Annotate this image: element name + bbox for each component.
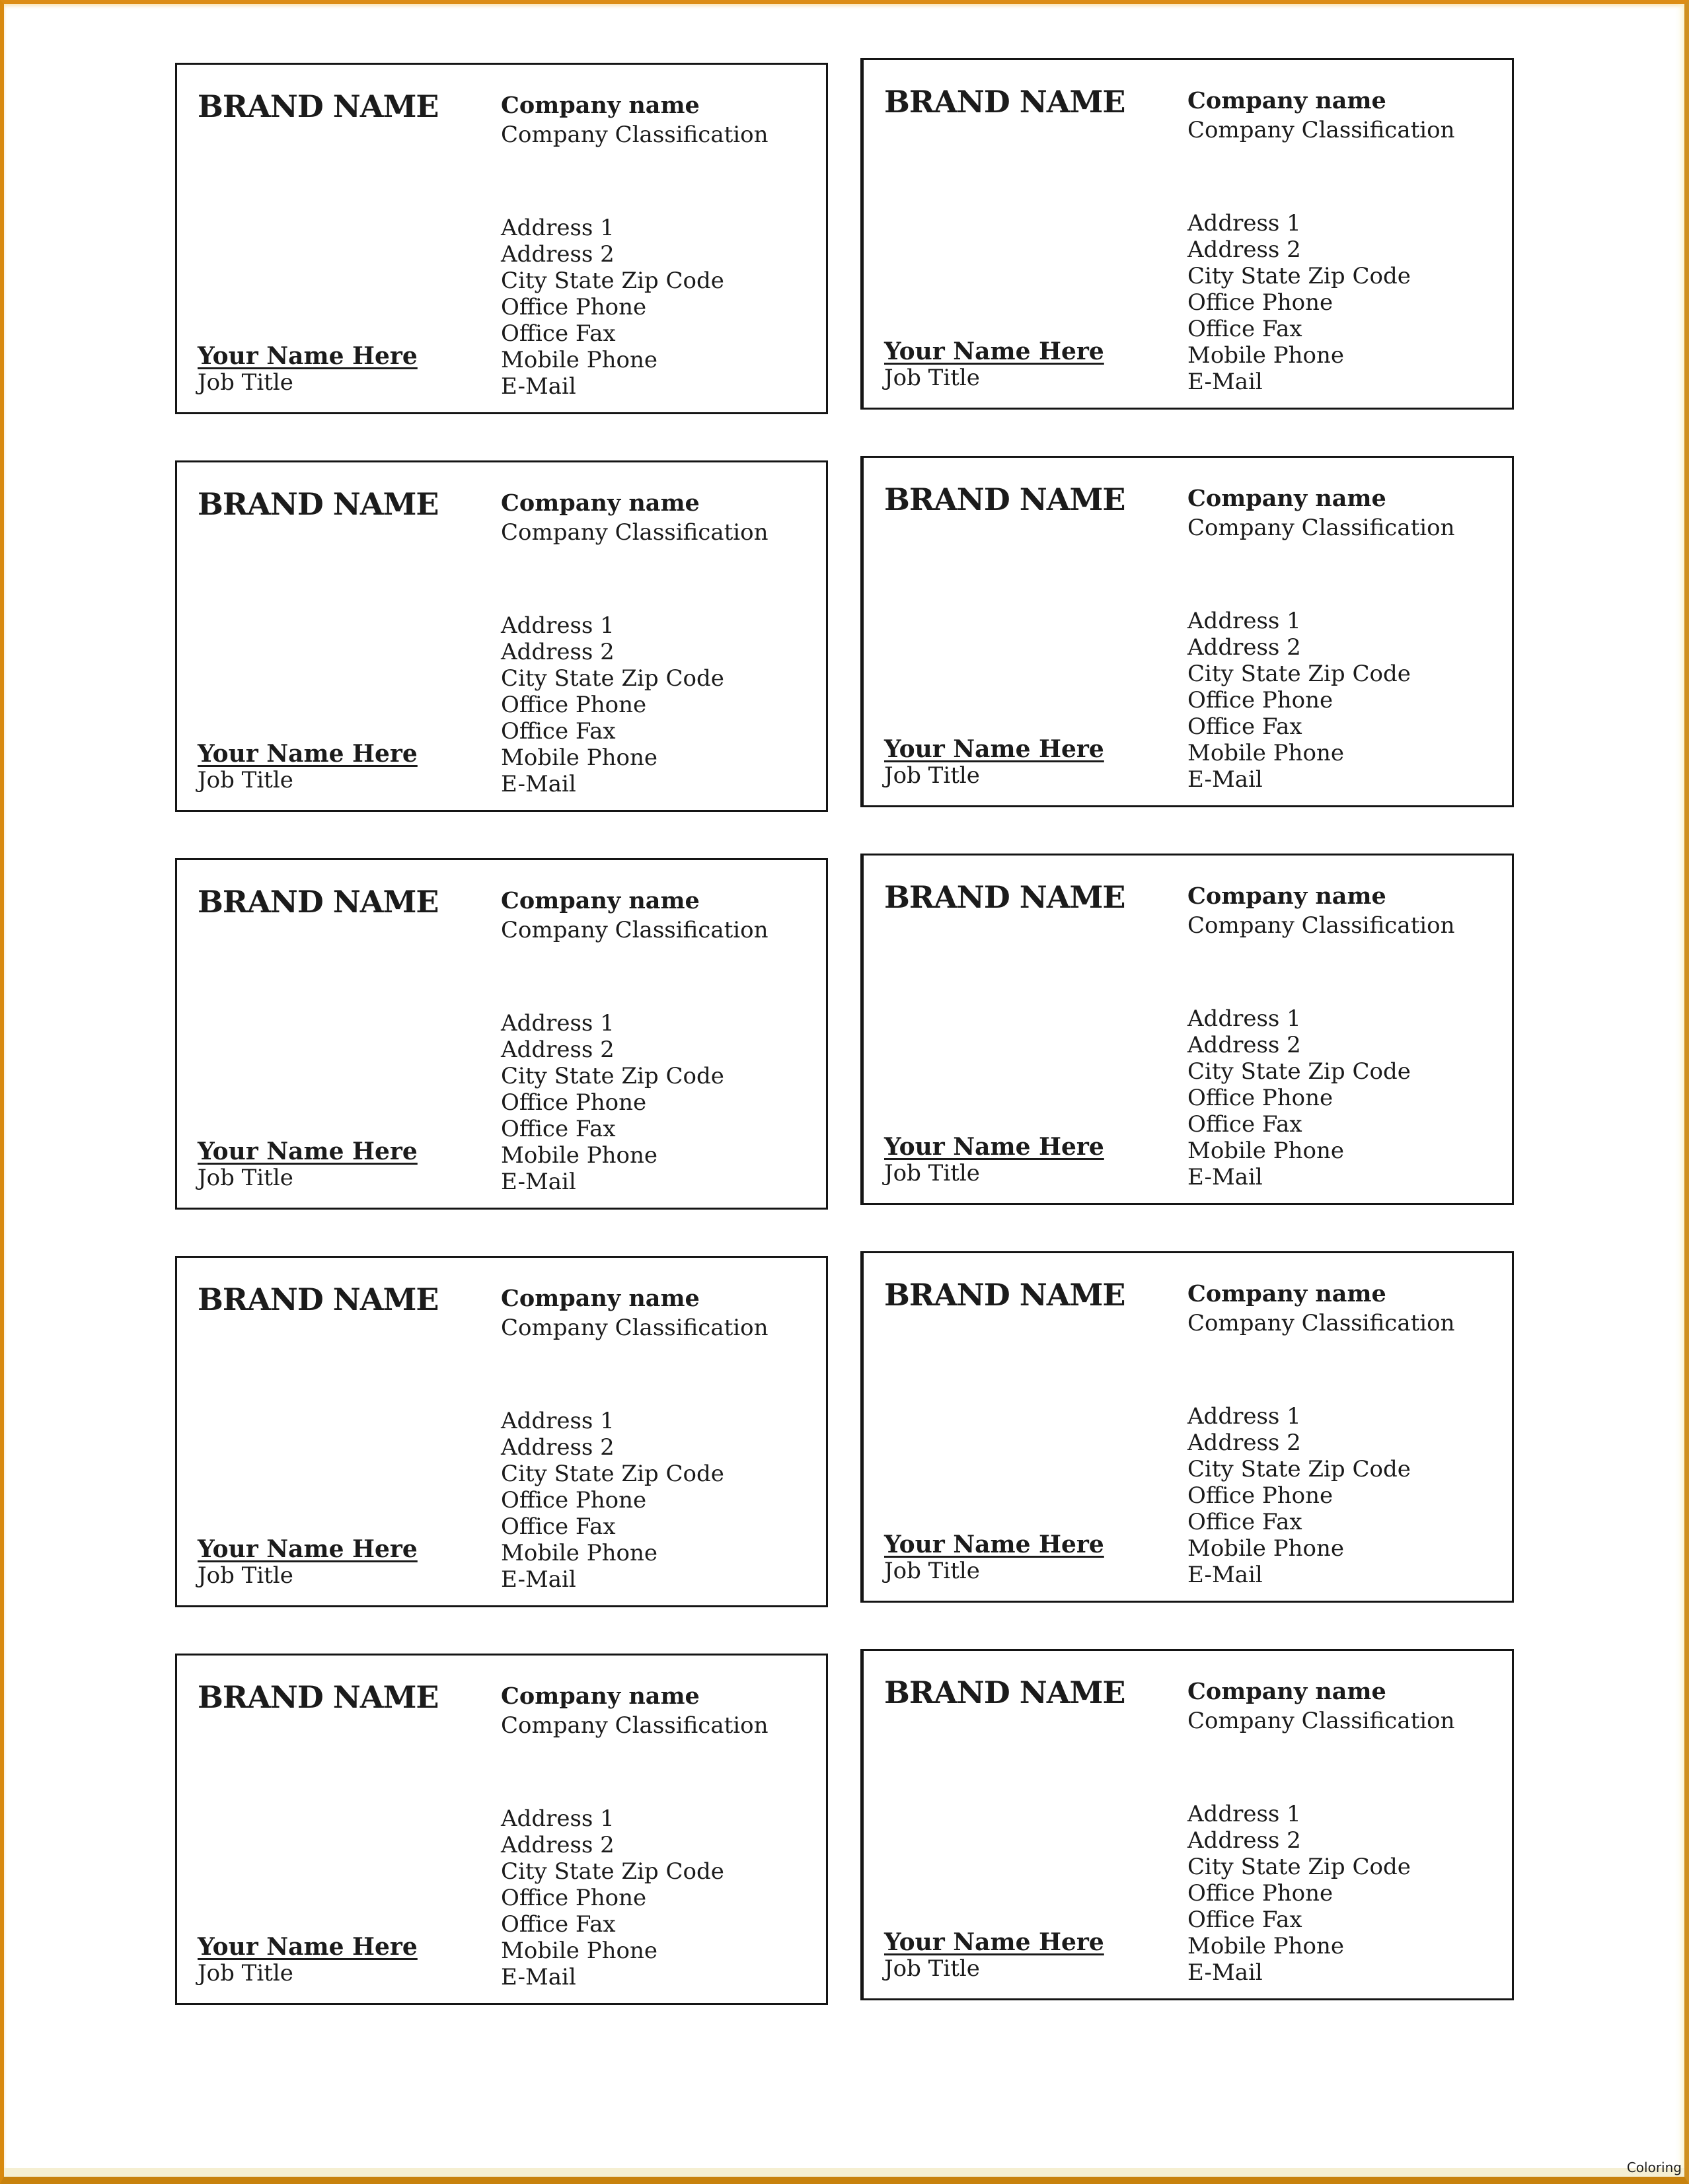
business-card [175,460,828,812]
business-card [860,1649,1514,2000]
business-card [860,1251,1514,1603]
name-block [198,1138,418,1191]
address-line-1: Address 1 [1187,1801,1301,1827]
company-name-text: Company name [501,887,700,914]
address-line-mobile-phone: Mobile Phone [501,745,657,771]
job-title-text: Job Title [884,762,980,789]
name-block [198,1934,418,1986]
brand-name-text: BRAND NAME [198,884,439,920]
name-block [198,343,418,396]
address-line-email: E-Mail [501,1964,576,1990]
address-line-city-state-zip: City State Zip Code [1187,1854,1411,1880]
job-title-text: Job Title [198,1562,293,1589]
business-card [175,858,828,1210]
person-name-text: Your Name Here [884,1928,1104,1956]
name-block [884,1929,1104,1982]
business-card [860,854,1514,1205]
address-line-office-fax: Office Fax [501,1116,616,1142]
name-block [884,338,1104,391]
address-line-mobile-phone: Mobile Phone [501,1938,657,1964]
company-block [1187,484,1455,542]
person-name-text: Your Name Here [884,1531,1104,1558]
brand-name-text: BRAND NAME [884,1277,1125,1313]
address-line-1: Address 1 [501,1805,615,1832]
address-line-email: E-Mail [1187,1164,1263,1190]
company-block [1187,1677,1455,1735]
company-block [501,1284,769,1342]
address-line-city-state-zip: City State Zip Code [501,268,724,294]
address-line-email: E-Mail [501,1169,576,1195]
company-name-text: Company name [1187,883,1386,910]
job-title-text: Job Title [884,1160,980,1186]
company-name-text: Company name [501,490,700,517]
business-card [175,1256,828,1607]
address-block [1187,1403,1411,1588]
address-line-city-state-zip: City State Zip Code [1187,263,1411,289]
brand-name-text: BRAND NAME [198,1679,439,1715]
address-line-1: Address 1 [501,612,615,639]
address-block [501,1408,724,1593]
address-line-1: Address 1 [1187,1403,1301,1430]
address-line-office-fax: Office Fax [1187,1509,1302,1535]
address-line-office-phone: Office Phone [501,1487,647,1513]
brand-name-text: BRAND NAME [884,84,1125,120]
address-line-2: Address 2 [1187,1032,1301,1058]
address-line-2: Address 2 [1187,1827,1301,1854]
address-line-office-phone: Office Phone [1187,289,1333,316]
business-card [175,63,828,414]
address-line-mobile-phone: Mobile Phone [1187,1535,1344,1562]
company-classification-text: Company Classification [1187,912,1455,939]
company-classification-text: Company Classification [501,917,769,943]
address-line-office-phone: Office Phone [1187,1085,1333,1111]
company-block [1187,87,1455,145]
name-block [884,736,1104,789]
brand-name-text: BRAND NAME [198,486,439,522]
address-line-city-state-zip: City State Zip Code [1187,661,1411,687]
address-block [501,215,724,400]
job-title-text: Job Title [198,369,293,396]
address-line-1: Address 1 [1187,210,1301,237]
name-block [198,741,418,793]
company-name-text: Company name [1187,485,1386,512]
address-line-office-fax: Office Fax [1187,1111,1302,1138]
name-block [198,1536,418,1589]
company-classification-text: Company Classification [1187,117,1455,143]
address-block [1187,1005,1411,1190]
company-block [1187,882,1455,940]
company-classification-text: Company Classification [1187,515,1455,541]
address-line-1: Address 1 [501,1408,615,1434]
address-line-mobile-phone: Mobile Phone [1187,1138,1344,1164]
address-line-office-fax: Office Fax [501,320,616,347]
address-block [501,1805,724,1990]
address-line-office-fax: Office Fax [1187,1907,1302,1933]
brand-name-text: BRAND NAME [884,482,1125,517]
job-title-text: Job Title [884,1955,980,1982]
address-line-1: Address 1 [1187,608,1301,634]
address-line-mobile-phone: Mobile Phone [501,347,657,373]
job-title-text: Job Title [884,365,980,391]
address-line-1: Address 1 [501,1010,615,1037]
watermark-text: Coloring [1626,2160,1682,2175]
business-card-grid [175,63,1514,2005]
brand-name-text: BRAND NAME [884,879,1125,915]
address-block [501,612,724,797]
address-line-office-phone: Office Phone [501,1885,647,1911]
address-line-2: Address 2 [1187,237,1301,263]
person-name-text: Your Name Here [198,1535,418,1563]
address-line-city-state-zip: City State Zip Code [1187,1456,1411,1482]
job-title-text: Job Title [198,1960,293,1986]
address-line-office-phone: Office Phone [1187,687,1333,713]
address-line-city-state-zip: City State Zip Code [501,1858,724,1885]
address-line-email: E-Mail [501,1566,576,1593]
person-name-text: Your Name Here [884,338,1104,365]
company-name-text: Company name [501,1683,700,1710]
address-line-2: Address 2 [501,1434,615,1461]
business-card [860,456,1514,807]
company-name-text: Company name [501,92,700,119]
address-line-city-state-zip: City State Zip Code [501,1063,724,1089]
address-line-email: E-Mail [501,373,576,400]
person-name-text: Your Name Here [884,1133,1104,1161]
company-block [1187,1280,1455,1338]
company-block [501,1682,769,1740]
company-classification-text: Company Classification [1187,1310,1455,1336]
address-line-2: Address 2 [1187,1430,1301,1456]
address-line-2: Address 2 [501,241,615,268]
address-line-office-phone: Office Phone [501,692,647,718]
person-name-text: Your Name Here [198,1138,418,1165]
business-card [860,58,1514,410]
address-block [1187,210,1411,395]
company-classification-text: Company Classification [501,519,769,546]
address-line-city-state-zip: City State Zip Code [501,1461,724,1487]
address-line-office-phone: Office Phone [1187,1482,1333,1509]
person-name-text: Your Name Here [884,735,1104,763]
brand-name-text: BRAND NAME [198,89,439,124]
address-block [1187,608,1411,793]
address-line-2: Address 2 [501,1037,615,1063]
address-line-1: Address 1 [1187,1005,1301,1032]
address-line-mobile-phone: Mobile Phone [1187,1933,1344,1959]
company-name-text: Company name [1187,87,1386,114]
address-line-email: E-Mail [1187,369,1263,395]
address-line-email: E-Mail [1187,1562,1263,1588]
address-block [501,1010,724,1195]
job-title-text: Job Title [198,1165,293,1191]
address-line-mobile-phone: Mobile Phone [501,1142,657,1169]
company-block [501,91,769,149]
address-block [1187,1801,1411,1986]
job-title-text: Job Title [198,767,293,793]
address-line-city-state-zip: City State Zip Code [501,665,724,692]
address-line-office-fax: Office Fax [501,718,616,745]
name-block [884,1134,1104,1186]
person-name-text: Your Name Here [198,1933,418,1961]
company-name-text: Company name [1187,1280,1386,1307]
address-line-email: E-Mail [1187,766,1263,793]
address-line-email: E-Mail [501,771,576,797]
company-name-text: Company name [501,1285,700,1312]
address-line-office-fax: Office Fax [501,1911,616,1938]
brand-name-text: BRAND NAME [884,1675,1125,1710]
address-line-mobile-phone: Mobile Phone [1187,342,1344,369]
company-classification-text: Company Classification [501,1712,769,1739]
address-line-office-fax: Office Fax [501,1513,616,1540]
person-name-text: Your Name Here [198,740,418,768]
address-line-2: Address 2 [501,1832,615,1858]
address-line-email: E-Mail [1187,1959,1263,1986]
address-line-office-phone: Office Phone [501,1089,647,1116]
brand-name-text: BRAND NAME [198,1282,439,1317]
company-block [501,887,769,945]
company-classification-text: Company Classification [1187,1708,1455,1734]
address-line-mobile-phone: Mobile Phone [501,1540,657,1566]
person-name-text: Your Name Here [198,342,418,370]
company-name-text: Company name [1187,1678,1386,1705]
job-title-text: Job Title [884,1558,980,1584]
name-block [884,1531,1104,1584]
company-classification-text: Company Classification [501,1315,769,1341]
business-card [175,1654,828,2005]
address-line-office-phone: Office Phone [1187,1880,1333,1907]
address-line-city-state-zip: City State Zip Code [1187,1058,1411,1085]
address-line-office-fax: Office Fax [1187,713,1302,740]
company-classification-text: Company Classification [501,122,769,148]
address-line-1: Address 1 [501,215,615,241]
address-line-2: Address 2 [1187,634,1301,661]
address-line-mobile-phone: Mobile Phone [1187,740,1344,766]
company-block [501,489,769,547]
address-line-2: Address 2 [501,639,615,665]
address-line-office-fax: Office Fax [1187,316,1302,342]
address-line-office-phone: Office Phone [501,294,647,320]
